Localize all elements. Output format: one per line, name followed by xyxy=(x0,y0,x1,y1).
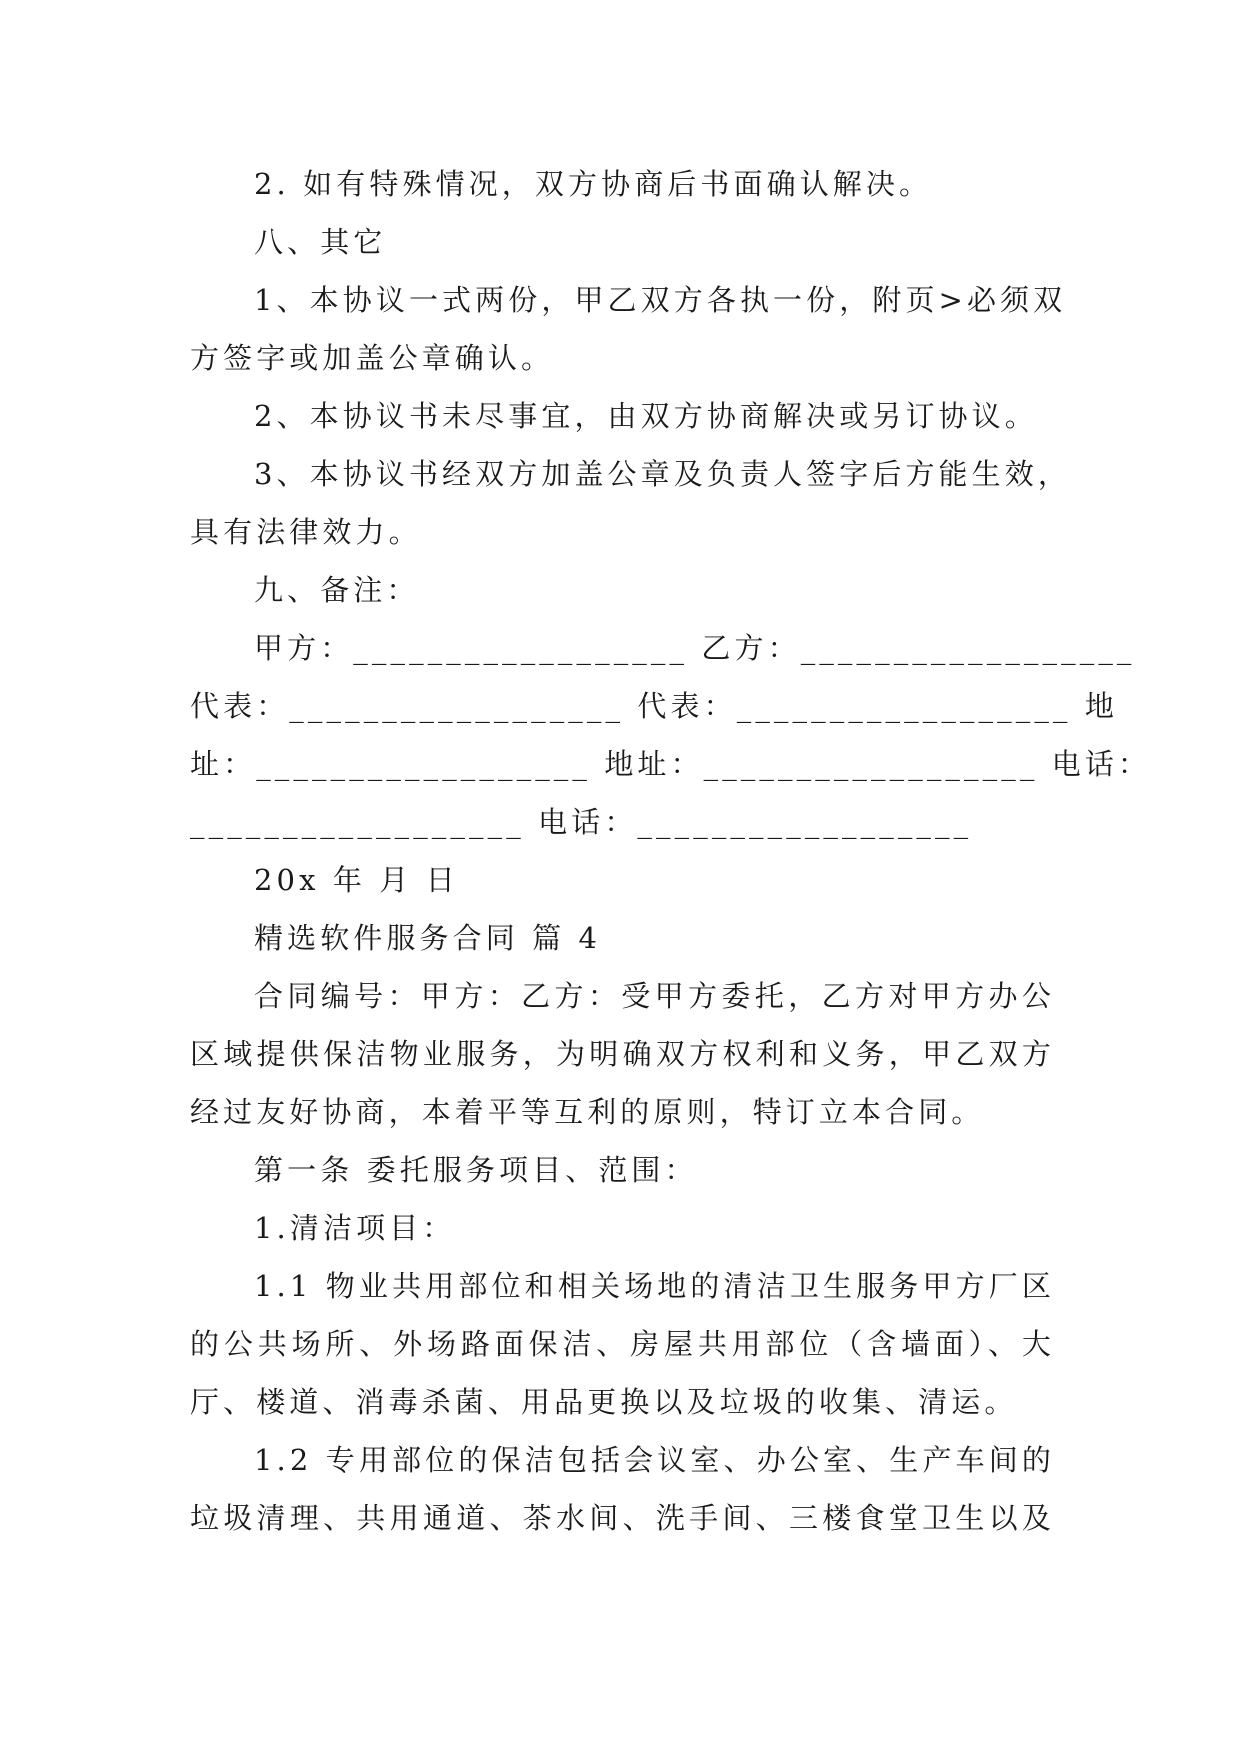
section-heading: 九、备注： xyxy=(254,573,420,607)
date-line: 20x 年 月 日 xyxy=(254,863,459,897)
text-line: 1.1 物业共用部位和相关场地的清洁卫生服务甲方厂区 xyxy=(254,1269,1055,1303)
signature-line: 甲方：__________________ 乙方：__________________ xyxy=(254,631,1136,665)
text-line: 厅、楼道、消毒杀菌、用品更换以及垃圾的收集、清运。 xyxy=(190,1385,1018,1419)
text-line: 1.清洁项目： xyxy=(254,1211,456,1245)
text-line: 垃圾清理、共用通道、茶水间、洗手间、三楼食堂卫生以及 xyxy=(190,1501,1055,1535)
signature-line: __________________ 电话：__________________ xyxy=(190,805,973,839)
text-line: 合同编号：甲方：乙方：受甲方委托，乙方对甲方办公 xyxy=(254,979,1055,1013)
text-line: 区域提供保洁物业服务，为明确双方权利和义务，甲乙双方 xyxy=(190,1037,1055,1071)
text-line: 2. 如有特殊情况，双方协商后书面确认解决。 xyxy=(254,167,933,201)
text-line: 经过友好协商，本着平等互利的原则，特订立本合同。 xyxy=(190,1095,985,1129)
text-line: 1.2 专用部位的保洁包括会议室、办公室、生产车间的 xyxy=(254,1443,1055,1477)
text-line: 方签字或加盖公章确认。 xyxy=(190,341,555,375)
text-line: 具有法律效力。 xyxy=(190,515,422,549)
text-line: 3、本协议书经双方加盖公章及负责人签字后方能生效， xyxy=(254,457,1071,491)
text-line: 2、本协议书未尽事宜，由双方协商解决或另订协议。 xyxy=(254,399,1038,433)
section-title: 精选软件服务合同 篇 4 xyxy=(254,921,602,955)
clause-heading: 第一条 委托服务项目、范围： xyxy=(254,1153,698,1187)
text-line: 1、本协议一式两份，甲乙双方各执一份，附页>必须双 xyxy=(254,283,1067,317)
text-line: 的公共场所、外场路面保洁、房屋共用部位（含墙面）、大 xyxy=(190,1327,1055,1361)
section-heading: 八、其它 xyxy=(254,225,387,259)
signature-line: 代表：__________________ 代表：__________________ 地 xyxy=(190,689,1118,723)
signature-line: 址：__________________ 地址：__________________ 电话： xyxy=(190,747,1152,781)
